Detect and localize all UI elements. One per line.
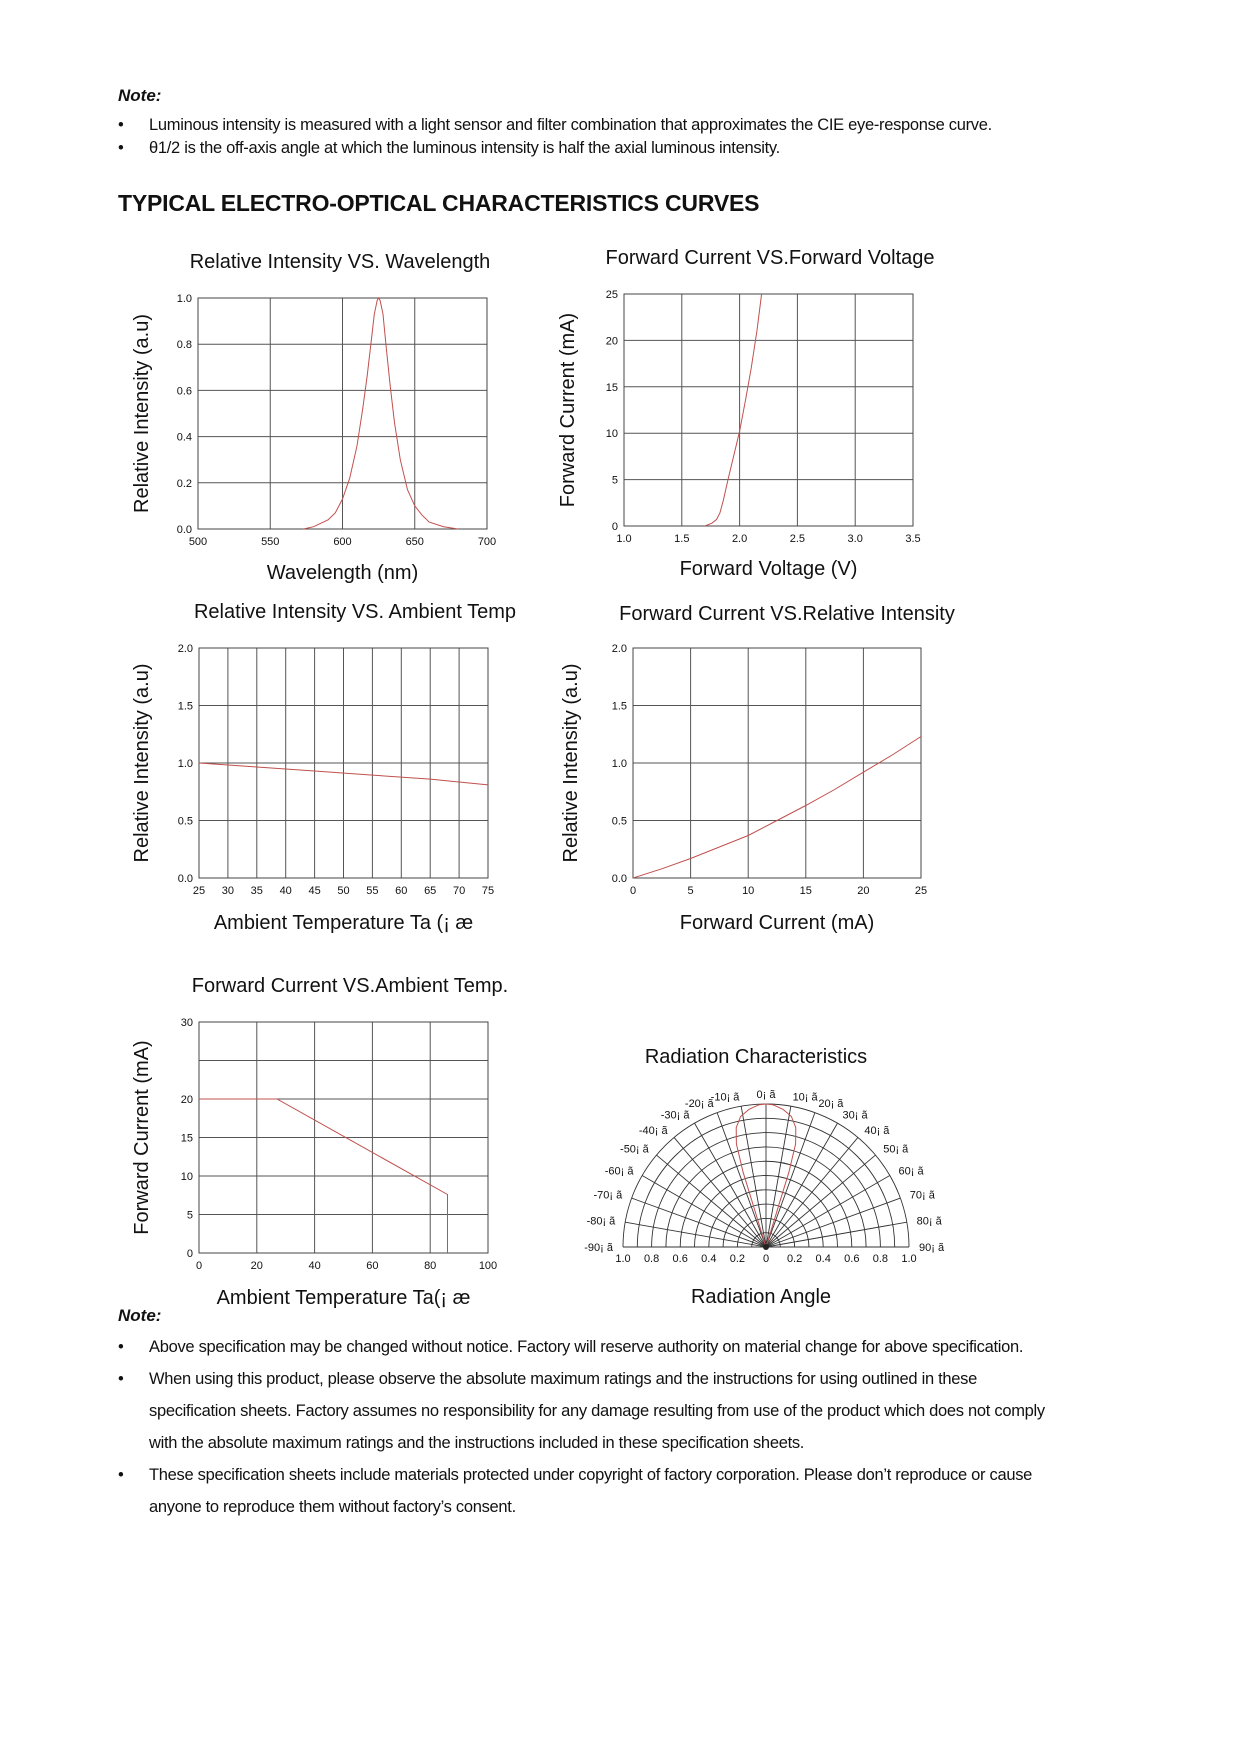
- angle-label: -60¡ ã: [604, 1165, 634, 1178]
- y-tick-label: 0.0: [611, 873, 627, 885]
- x-tick-label: 20: [250, 1260, 263, 1272]
- top-note-title: Note:: [118, 86, 162, 105]
- radial-tick-label: 0.4: [815, 1253, 831, 1265]
- y-tick-label: 0.4: [176, 431, 192, 444]
- y-axis-label: Relative Intensity (a.u): [131, 314, 153, 513]
- bullet-dot-icon: •: [118, 1370, 124, 1388]
- chart-radiation_characteristics: [584, 1046, 945, 1308]
- angle-label: -90¡ ã: [584, 1242, 613, 1254]
- y-tick-label: 0: [611, 521, 618, 533]
- angle-label: -70¡ ã: [593, 1189, 623, 1202]
- x-tick-label: 3.5: [905, 533, 921, 545]
- x-tick-label: 700: [477, 536, 497, 548]
- y-tick-label: 0.0: [177, 873, 193, 885]
- chart-title: Radiation Characteristics: [644, 1046, 868, 1068]
- top-note-text: Luminous intensity is measured with a light sensor and filter combination that approximates the CIE eye-response curve.: [149, 116, 992, 134]
- x-tick-label: 30: [221, 885, 235, 897]
- angle-label: -40¡ ã: [638, 1124, 668, 1137]
- y-tick-label: 0.5: [177, 815, 193, 828]
- y-tick-label: 1.5: [177, 700, 193, 713]
- bottom-note-text: anyone to reproduce them without factory’s consent.: [149, 1498, 516, 1516]
- plot-frame: [624, 294, 913, 526]
- y-tick-label: 0.0: [176, 524, 192, 536]
- x-tick-label: 600: [333, 536, 352, 548]
- chart-intensity_vs_wavelength: [131, 251, 496, 584]
- x-tick-label: 650: [405, 536, 424, 548]
- angle-label: 90¡ ã: [919, 1242, 945, 1254]
- y-tick-label: 20: [180, 1094, 193, 1106]
- x-tick-label: 65: [424, 885, 437, 897]
- x-tick-label: 25: [192, 885, 206, 897]
- x-tick-label: 3.0: [847, 533, 863, 545]
- x-tick-label: 70: [452, 885, 466, 897]
- bottom-note-text: Above specification may be changed without notice. Factory will reserve authority on material change for above specification.: [149, 1338, 1024, 1356]
- x-tick-label: 45: [308, 885, 321, 897]
- x-tick-label: 5: [687, 885, 694, 897]
- radial-tick-label: 1.0: [901, 1253, 917, 1265]
- bottom-note-text: specification sheets. Factory assumes no responsibility for any damage resulting from use of the product which does not comply: [149, 1402, 1045, 1420]
- x-tick-label: 55: [366, 885, 379, 897]
- y-tick-label: 5: [611, 474, 618, 487]
- data-series-line: [705, 294, 762, 526]
- top-note-text: θ1/2 is the off-axis angle at which the luminous intensity is half the axial luminous intensity.: [149, 139, 780, 157]
- radial-tick-label: 0.6: [672, 1253, 688, 1265]
- y-tick-label: 10: [180, 1171, 193, 1183]
- x-axis-label: Forward Current (mA): [679, 912, 875, 934]
- y-axis-label: Forward Current (mA): [557, 312, 579, 508]
- y-tick-label: 5: [186, 1209, 193, 1222]
- y-tick-label: 25: [605, 289, 618, 301]
- y-tick-label: 2.0: [611, 643, 627, 655]
- x-tick-label: 2.5: [789, 533, 806, 545]
- x-tick-label: 75: [481, 885, 495, 897]
- y-tick-label: 0: [186, 1248, 193, 1260]
- x-tick-label: 100: [478, 1260, 498, 1272]
- bullet-dot-icon: •: [118, 139, 124, 157]
- x-tick-label: 1.5: [674, 533, 690, 545]
- x-axis-label: Forward Voltage (V): [679, 558, 858, 580]
- angle-label: 40¡ ã: [864, 1124, 890, 1137]
- angle-label: 80¡ ã: [916, 1215, 942, 1228]
- x-tick-label: 25: [914, 885, 928, 897]
- y-tick-label: 1.5: [611, 700, 627, 713]
- y-tick-label: 2.0: [177, 643, 193, 655]
- angle-label: 50¡ ã: [883, 1143, 909, 1156]
- bottom-note-text: When using this product, please observe the absolute maximum ratings and the instructions for using outlined in these: [149, 1370, 977, 1388]
- x-tick-label: 550: [261, 536, 280, 548]
- y-tick-label: 1.0: [177, 758, 193, 770]
- angle-label: 60¡ ã: [898, 1165, 924, 1178]
- x-tick-label: 80: [424, 1260, 437, 1272]
- chart-title: Relative Intensity VS. Ambient Temp: [193, 601, 517, 623]
- y-tick-label: 0.5: [611, 815, 627, 828]
- radial-tick-label: 0: [762, 1253, 770, 1265]
- chart-title: Forward Current VS.Forward Voltage: [605, 247, 935, 269]
- y-tick-label: 1.0: [611, 758, 627, 770]
- angle-label: -10¡ ã: [710, 1091, 740, 1104]
- y-tick-label: 30: [180, 1017, 193, 1029]
- radial-tick-label: 0.6: [844, 1253, 860, 1265]
- radial-tick-label: 0.8: [872, 1253, 889, 1265]
- y-tick-label: 15: [180, 1132, 193, 1145]
- chart-title: Forward Current VS.Relative Intensity: [619, 603, 955, 625]
- angle-label: 30¡ ã: [842, 1109, 868, 1122]
- y-tick-label: 20: [605, 335, 618, 348]
- angle-label: -80¡ ã: [586, 1215, 616, 1228]
- x-tick-label: 1.0: [616, 533, 632, 545]
- x-tick-label: 2.0: [731, 533, 748, 545]
- angle-label: -30¡ ã: [660, 1109, 690, 1122]
- angle-label: -20¡ ã: [684, 1098, 714, 1111]
- y-axis-label: Relative Intensity (a.u): [131, 663, 153, 863]
- y-tick-label: 0.6: [176, 385, 192, 398]
- y-tick-label: 15: [605, 381, 618, 394]
- bullet-dot-icon: •: [118, 1338, 124, 1356]
- y-axis-label: Forward Current (mA): [131, 1040, 153, 1235]
- data-series-line: [633, 737, 921, 879]
- x-tick-label: 60: [366, 1260, 379, 1272]
- chart-intensity_vs_ambient_temp: [131, 601, 516, 934]
- chart-title: Relative Intensity VS. Wavelength: [189, 251, 491, 273]
- x-tick-label: 35: [250, 885, 263, 897]
- x-tick-label: 40: [308, 1260, 321, 1272]
- polar-origin: [763, 1244, 769, 1250]
- radial-tick-label: 0.4: [701, 1253, 717, 1265]
- x-tick-label: 500: [188, 536, 208, 548]
- x-tick-label: 20: [857, 885, 870, 897]
- x-axis-label: Ambient Temperature Ta (¡ æ: [213, 912, 474, 934]
- chart-current_vs_voltage: [557, 247, 935, 580]
- x-axis-label: Radiation Angle: [690, 1286, 832, 1308]
- radial-tick-label: 0.8: [643, 1253, 660, 1265]
- bullet-dot-icon: •: [118, 116, 124, 134]
- x-tick-label: 40: [279, 885, 292, 897]
- x-axis-label: Wavelength (nm): [266, 562, 419, 584]
- chart-current_vs_ambient_temp: [131, 975, 508, 1309]
- data-series-line: [304, 298, 459, 529]
- y-tick-label: 0.8: [176, 339, 192, 352]
- bottom-note-text: with the absolute maximum ratings and the instructions included in these specification sheets.: [149, 1434, 805, 1452]
- x-axis-label: Ambient Temperature Ta(¡ æ: [216, 1287, 471, 1309]
- y-axis-label: Relative Intensity (a.u): [560, 663, 582, 863]
- angle-label: -50¡ ã: [620, 1143, 649, 1156]
- x-tick-label: 0: [629, 885, 637, 897]
- y-tick-label: 0.2: [176, 477, 192, 490]
- chart-current_vs_relative_intensity: [560, 603, 955, 934]
- x-tick-label: 50: [337, 885, 350, 897]
- angle-label: 10¡ ã: [792, 1091, 818, 1104]
- x-tick-label: 60: [395, 885, 408, 897]
- y-tick-label: 1.0: [176, 293, 192, 305]
- section-heading: TYPICAL ELECTRO-OPTICAL CHARACTERISTICS CURVES: [118, 190, 760, 216]
- angle-label: 0¡ ã: [756, 1088, 776, 1101]
- x-tick-label: 0: [195, 1260, 203, 1272]
- angle-label: 70¡ ã: [909, 1189, 935, 1202]
- angle-label: 20¡ ã: [818, 1098, 844, 1111]
- y-tick-label: 10: [605, 428, 618, 441]
- x-tick-label: 15: [799, 885, 812, 897]
- bullet-dot-icon: •: [118, 1466, 124, 1484]
- chart-title: Forward Current VS.Ambient Temp.: [191, 975, 509, 997]
- x-tick-label: 10: [742, 885, 755, 897]
- radial-tick-label: 0.2: [786, 1253, 803, 1265]
- bottom-note-text: These specification sheets include materials protected under copyright of factory corporation. Please don’t reproduce or cause: [149, 1466, 1033, 1484]
- radial-tick-label: 0.2: [729, 1253, 746, 1265]
- bottom-note-title: Note:: [118, 1306, 162, 1325]
- radial-tick-label: 1.0: [615, 1253, 631, 1265]
